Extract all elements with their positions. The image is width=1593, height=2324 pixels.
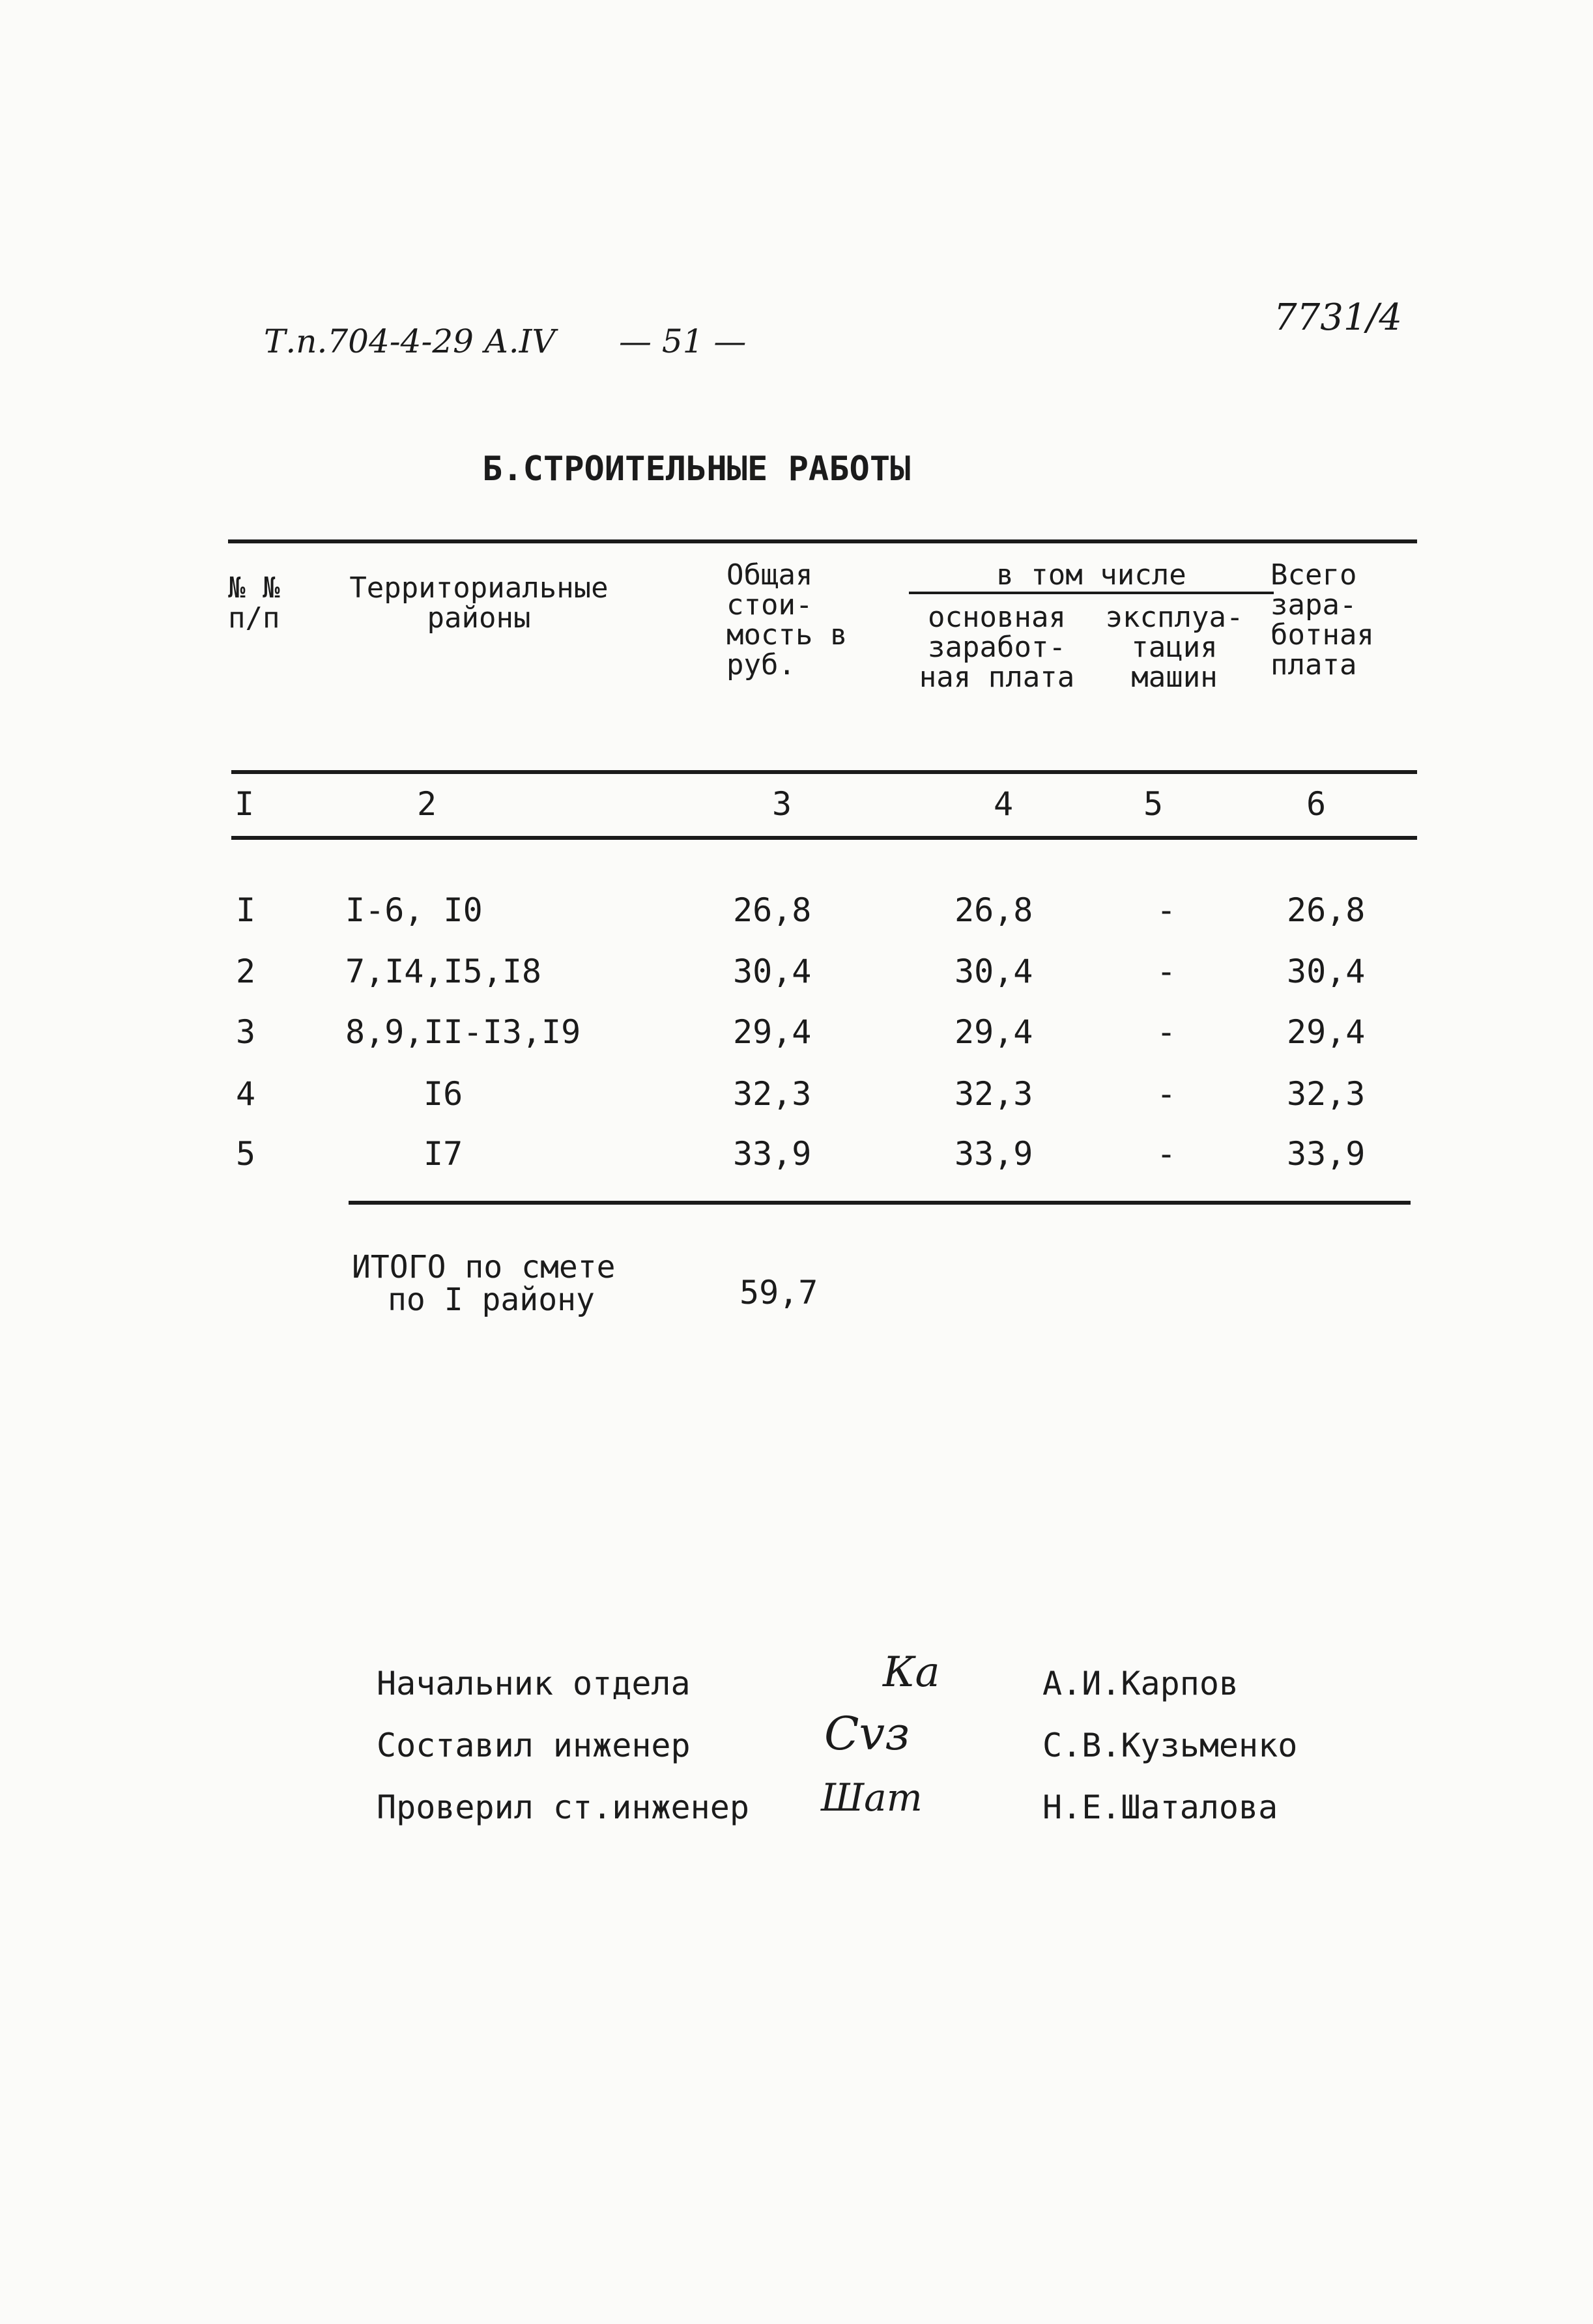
row-basic-wage: 26,8 (954, 891, 1033, 929)
table-top-rule (228, 539, 1417, 543)
row-machines: - (1156, 1135, 1177, 1173)
archive-number: 7731/4 (1274, 296, 1403, 339)
row-machines: - (1156, 891, 1177, 929)
handwritten-signature: Шат (821, 1775, 923, 1820)
col-number: 2 (416, 785, 437, 823)
total-value: 59,7 (739, 1274, 818, 1312)
row-regions: I6 (423, 1075, 463, 1113)
header-bottom-rule (231, 770, 1417, 774)
row-total-wage: 30,4 (1287, 953, 1366, 990)
page-number: — 51 — (619, 323, 747, 360)
signer-role: Начальник отдела (377, 1665, 691, 1702)
col-number: 3 (771, 785, 792, 823)
header-machine-operation: эксплуа- тация машин (1105, 601, 1244, 694)
document-code: Т.п.704-4-29 А.IV (264, 323, 556, 360)
row-regions: I7 (423, 1135, 463, 1173)
section-title: Б.СТРОИТЕЛЬНЫЕ РАБОТЫ (482, 450, 911, 489)
header-regions: Территориальные районы (349, 571, 609, 635)
col-number: I (235, 785, 255, 823)
signer-role: Составил инженер (377, 1727, 691, 1764)
row-regions: I-6, I0 (345, 891, 483, 929)
row-total-wage: 29,4 (1287, 1013, 1366, 1051)
col-number: 5 (1143, 785, 1164, 823)
row-total-cost: 30,4 (733, 953, 812, 990)
row-num: 4 (236, 1075, 256, 1113)
row-regions: 7,I4,I5,I8 (345, 953, 542, 990)
row-num: 3 (236, 1013, 256, 1051)
total-label-line-2: по I району (388, 1282, 595, 1318)
row-machines: - (1156, 1013, 1177, 1051)
row-basic-wage: 29,4 (954, 1013, 1033, 1051)
including-underline (909, 592, 1274, 594)
signer-name: А.И.Карпов (1042, 1665, 1239, 1702)
row-total-cost: 29,4 (733, 1013, 812, 1051)
row-num: 5 (236, 1135, 256, 1173)
total-label-line-1: ИТОГО по смете (352, 1249, 616, 1285)
row-machines: - (1156, 1075, 1177, 1113)
header-total-wage: Всего зара- ботная плата (1270, 558, 1374, 681)
header-including: в том числе (996, 558, 1186, 592)
row-regions: 8,9,II-I3,I9 (345, 1013, 581, 1051)
signer-name: С.В.Кузьменко (1042, 1727, 1298, 1764)
row-num: I (236, 891, 256, 929)
row-total-wage: 32,3 (1287, 1075, 1366, 1113)
row-total-cost: 33,9 (733, 1135, 812, 1173)
handwritten-signature: Ка (883, 1648, 940, 1697)
col-number: 6 (1306, 785, 1327, 823)
row-total-cost: 26,8 (733, 891, 812, 929)
table-bottom-rule (349, 1201, 1411, 1205)
row-basic-wage: 33,9 (954, 1135, 1033, 1173)
col-number: 4 (993, 785, 1014, 823)
row-total-wage: 26,8 (1287, 891, 1366, 929)
row-num: 2 (236, 953, 256, 990)
handwritten-signature: Сvз (824, 1707, 910, 1760)
row-total-wage: 33,9 (1287, 1135, 1366, 1173)
header-basic-wage: основная заработ- ная плата (919, 601, 1075, 694)
header-num: № № п/п (228, 571, 280, 635)
signer-role: Проверил ст.инженер (377, 1788, 749, 1826)
row-total-cost: 32,3 (733, 1075, 812, 1113)
row-basic-wage: 30,4 (954, 953, 1033, 990)
row-machines: - (1156, 953, 1177, 990)
signer-name: Н.Е.Шаталова (1042, 1788, 1278, 1826)
row-basic-wage: 32,3 (954, 1075, 1033, 1113)
total-label (352, 1251, 616, 1316)
column-number-rule (231, 836, 1417, 840)
header-total-cost: Общая стои- мость в руб. (726, 558, 848, 681)
